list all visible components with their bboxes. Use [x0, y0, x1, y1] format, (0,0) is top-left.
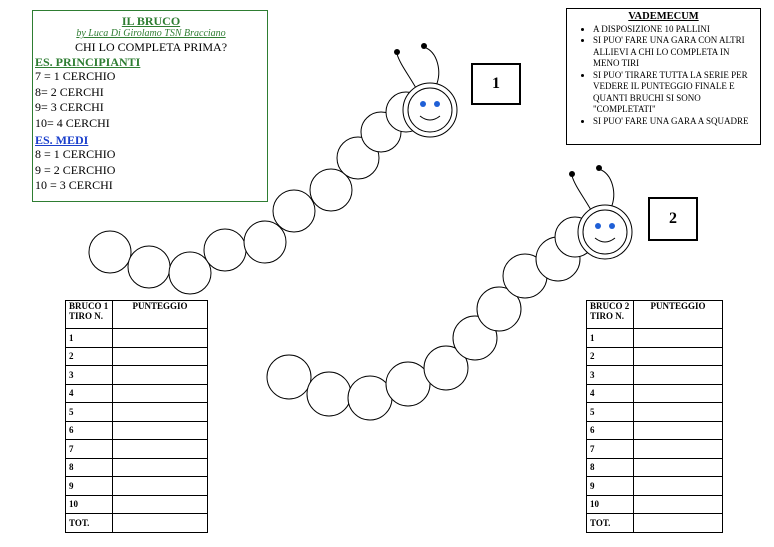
table-header-score: PUNTEGGIO: [113, 301, 208, 329]
total-label: TOT.: [587, 514, 634, 533]
shot-number: 9: [587, 477, 634, 496]
antenna-tip: [394, 49, 400, 55]
beginners-heading: ES. PRINCIPIANTI: [35, 55, 141, 69]
body-segment: [267, 355, 311, 399]
table-row: [587, 477, 723, 496]
antenna-tip: [596, 165, 602, 171]
head: [583, 210, 627, 254]
author-credit: by Luca Di Girolamo TSN Bracciano: [76, 28, 226, 39]
shot-number: 6: [66, 421, 113, 440]
body-segment: [204, 229, 246, 271]
caterpillar-2-number: 2: [648, 197, 698, 241]
beginners-rule: 8= 2 CERCHI: [35, 84, 104, 99]
medium-rule: 10 = 3 CERCHI: [35, 178, 113, 192]
table-row: [587, 440, 723, 459]
shot-number: 1: [587, 329, 634, 348]
total-label: TOT.: [66, 514, 113, 533]
eye: [434, 101, 440, 107]
score-cell[interactable]: [113, 440, 208, 459]
table-row: [587, 403, 723, 422]
score-cell[interactable]: [634, 458, 723, 477]
beginners-rule: 9= 3 CERCHI: [35, 100, 104, 114]
table-row: [587, 384, 723, 403]
table-row: [66, 366, 208, 385]
antenna: [397, 54, 416, 88]
info-box: [32, 10, 268, 202]
medium-heading: ES. MEDI: [35, 133, 89, 147]
score-cell[interactable]: [113, 495, 208, 514]
table-header-shot: BRUCO 2 TIRO N.: [587, 301, 634, 329]
table-row: [66, 458, 208, 477]
eye: [420, 101, 426, 107]
vademecum-item: • SI PUO' FARE UNA GARA CON ALTRI ALLIEVI A CHI LO COMPLETA IN MENO TIRI: [593, 35, 756, 70]
table-row: [66, 347, 208, 366]
shot-number: 4: [66, 384, 113, 403]
shot-number: 8: [66, 458, 113, 477]
score-cell[interactable]: [634, 384, 723, 403]
question: CHI LO COMPLETA PRIMA?: [74, 40, 228, 54]
shot-number: 8: [587, 458, 634, 477]
table-row: [66, 384, 208, 403]
score-table-1: [65, 300, 208, 533]
eye: [609, 223, 615, 229]
vademecum-list: [567, 24, 760, 128]
vademecum-item: • A DISPOSIZIONE 10 PALLINI: [593, 24, 756, 36]
total-cell[interactable]: [113, 514, 208, 533]
shot-number: 5: [587, 403, 634, 422]
score-cell[interactable]: [634, 421, 723, 440]
table-row: [587, 421, 723, 440]
vademecum-item: • SI PUO' FARE UNA GARA A SQUADRE: [593, 116, 756, 128]
shot-number: 9: [66, 477, 113, 496]
score-cell[interactable]: [634, 477, 723, 496]
table-row: [66, 477, 208, 496]
body-segment: [386, 362, 430, 406]
score-table-2: [586, 300, 723, 533]
vademecum-item: • SI PUO' TIRARE TUTTA LA SERIE PER VEDERE IL PUNTEGGIO FINALE E QUANTI BRUCHI SI SONO "COMPLETATI": [593, 70, 756, 116]
shot-number: 10: [587, 495, 634, 514]
antenna-tip: [569, 171, 575, 177]
body-segment: [348, 376, 392, 420]
table-row: [66, 440, 208, 459]
score-cell[interactable]: [113, 347, 208, 366]
shot-number: 3: [587, 366, 634, 385]
score-cell[interactable]: [113, 477, 208, 496]
table-row: [587, 366, 723, 385]
score-cell[interactable]: [634, 366, 723, 385]
antenna-tip: [421, 43, 427, 49]
table-header-score: PUNTEGGIO: [634, 301, 723, 329]
score-cell[interactable]: [113, 403, 208, 422]
score-cell[interactable]: [634, 440, 723, 459]
game-title: IL BRUCO: [121, 14, 181, 28]
score-cell[interactable]: [113, 366, 208, 385]
score-cell[interactable]: [113, 421, 208, 440]
body-segment: [169, 252, 211, 294]
shot-number: 10: [66, 495, 113, 514]
antenna: [572, 176, 591, 210]
table-row: [66, 421, 208, 440]
body-segment: [273, 190, 315, 232]
table-row: [66, 403, 208, 422]
shot-number: 2: [587, 347, 634, 366]
antenna: [599, 169, 614, 208]
shot-number: 7: [66, 440, 113, 459]
caterpillar-1-number: 1: [471, 63, 521, 105]
score-cell[interactable]: [113, 458, 208, 477]
shot-number: 2: [66, 347, 113, 366]
vademecum-title: VADEMECUM: [628, 11, 699, 22]
shot-number: 6: [587, 421, 634, 440]
table-row: [587, 495, 723, 514]
medium-rule: 8 = 1 CERCHIO: [35, 147, 116, 161]
table-total-row: [587, 514, 723, 533]
score-cell[interactable]: [634, 329, 723, 348]
total-cell[interactable]: [634, 514, 723, 533]
table-row: [587, 347, 723, 366]
beginners-rule: 10= 4 CERCHI: [35, 115, 110, 130]
score-cell[interactable]: [634, 347, 723, 366]
body-segment: [89, 231, 131, 273]
table-header-shot: BRUCO 1 TIRO N.: [66, 301, 113, 329]
table-row: [587, 458, 723, 477]
body-segment: [128, 246, 170, 288]
shot-number: 5: [66, 403, 113, 422]
medium-rule: 9 = 2 CERCHIO: [35, 162, 116, 177]
score-cell[interactable]: [113, 329, 208, 348]
score-cell[interactable]: [634, 495, 723, 514]
table-total-row: [66, 514, 208, 533]
table-row: [66, 329, 208, 348]
shot-number: 3: [66, 366, 113, 385]
table-row: [587, 329, 723, 348]
eye: [595, 223, 601, 229]
beginners-rule: 7 = 1 CERCHIO: [35, 69, 116, 83]
score-cell[interactable]: [113, 384, 208, 403]
body-segment: [307, 372, 351, 416]
antenna: [424, 47, 439, 86]
head: [408, 88, 452, 132]
shot-number: 4: [587, 384, 634, 403]
table-row: [66, 495, 208, 514]
vademecum-box: [566, 8, 761, 145]
shot-number: 1: [66, 329, 113, 348]
score-cell[interactable]: [634, 403, 723, 422]
shot-number: 7: [587, 440, 634, 459]
body-segment: [244, 221, 286, 263]
